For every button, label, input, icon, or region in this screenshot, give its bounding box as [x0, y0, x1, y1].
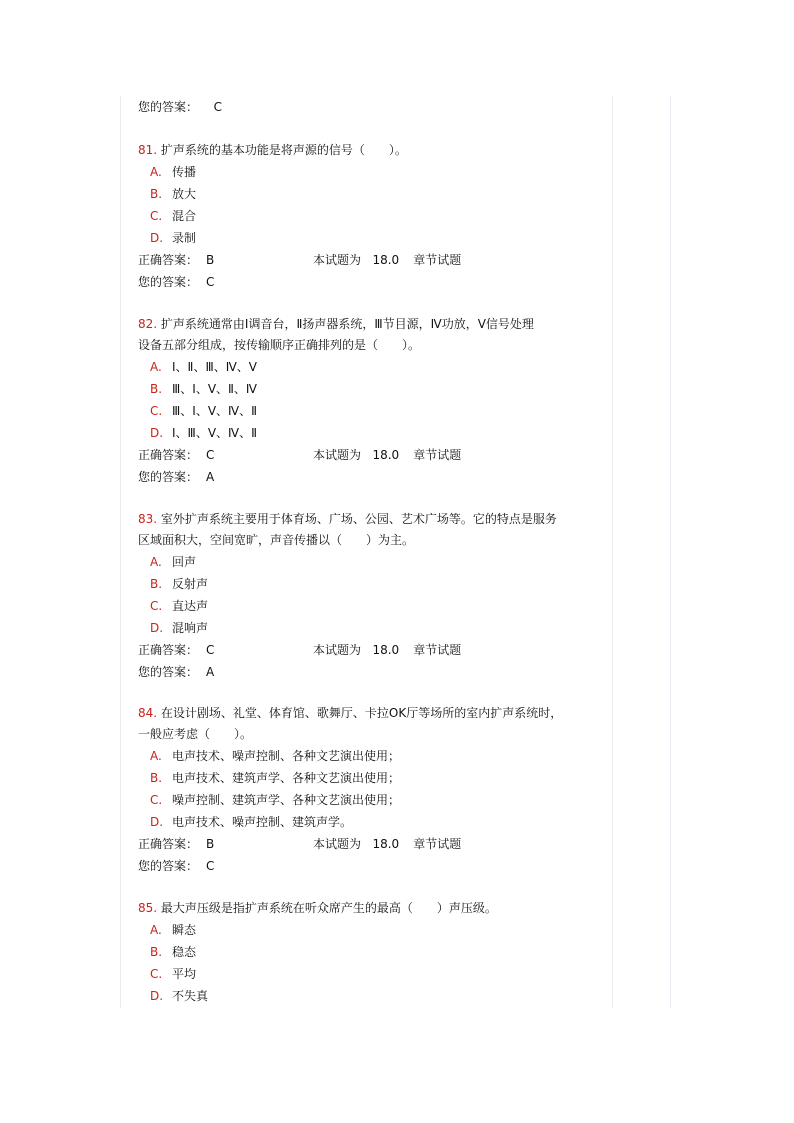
option-letter: B. [150, 945, 163, 959]
option-letter: C. [150, 404, 163, 418]
previous-your-answer [138, 97, 222, 117]
option-text: 混合 [172, 209, 197, 223]
option-text: 录制 [172, 231, 197, 245]
score-info [313, 639, 461, 661]
option-letter: A. [150, 555, 162, 569]
option-letter: A. [150, 360, 162, 374]
option-letter: A. [150, 165, 162, 179]
option-text: 电声技术、建筑声学、各种文艺演出使用； [172, 771, 401, 785]
option-letter: D. [150, 989, 164, 1003]
option-letter: B. [150, 577, 163, 591]
question-number: 84. [138, 706, 158, 720]
your-answer-row [138, 661, 608, 683]
option-letter: D. [150, 621, 164, 635]
your-answer-label: 您的答案： [138, 470, 199, 484]
option-text: 电声技术、噪声控制、各种文艺演出使用； [172, 749, 401, 763]
option-letter: C. [150, 793, 163, 807]
question-text [138, 314, 608, 335]
score-label: 本试题为 [313, 643, 362, 657]
question-text [138, 140, 608, 161]
question-line: 室外扩声系统主要用于体育场、广场、公园、艺术广场等。它的特点是服务 [160, 512, 557, 526]
option-c [138, 963, 608, 985]
your-answer-value: A [206, 665, 215, 679]
option-b [138, 183, 608, 205]
question-number: 83. [138, 512, 158, 526]
correct-answer-row [138, 249, 608, 271]
question-82 [138, 314, 608, 488]
option-a [138, 745, 608, 767]
correct-answer-value: C [206, 643, 215, 657]
question-text [138, 898, 608, 919]
option-letter: B. [150, 187, 163, 201]
option-letter: D. [150, 231, 164, 245]
your-answer-value: C [206, 275, 215, 289]
question-line: 在设计剧场、礼堂、体育馆、歌舞厅、卡拉OK厅等场所的室内扩声系统时， [160, 706, 563, 720]
option-d [138, 227, 608, 249]
option-c [138, 595, 608, 617]
your-answer-row [138, 271, 608, 293]
option-text: 不失真 [172, 989, 209, 1003]
option-d [138, 617, 608, 639]
option-d [138, 985, 608, 1007]
option-text: Ⅰ、Ⅱ、Ⅲ、Ⅳ、Ⅴ [172, 360, 258, 374]
correct-answer-value: C [206, 448, 215, 462]
option-text: 噪声控制、建筑声学、各种文艺演出使用； [172, 793, 401, 807]
option-text: 放大 [172, 187, 197, 201]
score-info [313, 249, 461, 271]
correct-answer-value: B [206, 253, 215, 267]
option-text: 瞬态 [172, 923, 197, 937]
chapter-label: 章节试题 [413, 253, 462, 267]
score-info [313, 833, 461, 855]
correct-answer-row [138, 833, 608, 855]
your-answer-row [138, 466, 608, 488]
option-text: 电声技术、噪声控制、建筑声学。 [172, 815, 353, 829]
option-b [138, 378, 608, 400]
score-value: 18.0 [372, 643, 400, 657]
correct-answer-label: 正确答案： [138, 253, 199, 267]
option-letter: C. [150, 967, 163, 981]
your-answer-row [138, 855, 608, 877]
option-letter: A. [150, 923, 162, 937]
score-value: 18.0 [372, 837, 400, 851]
option-letter: A. [150, 749, 162, 763]
question-line: 最大声压级是指扩声系统在听众席产生的最高（ ）声压级。 [160, 901, 497, 915]
option-text: 回声 [172, 555, 197, 569]
score-label: 本试题为 [313, 448, 362, 462]
option-text: 直达声 [172, 599, 209, 613]
option-d [138, 422, 608, 444]
option-letter: C. [150, 209, 163, 223]
option-text: 平均 [172, 967, 197, 981]
option-text: 稳态 [172, 945, 197, 959]
option-b [138, 767, 608, 789]
option-b [138, 941, 608, 963]
question-text [138, 509, 608, 530]
your-answer-value: A [206, 470, 215, 484]
correct-answer-value: B [206, 837, 215, 851]
option-letter: B. [150, 382, 163, 396]
correct-answer-label: 正确答案： [138, 643, 199, 657]
option-a [138, 161, 608, 183]
question-line: 扩声系统通常由Ⅰ调音台，Ⅱ扬声器系统，Ⅲ节目源，Ⅳ功放，Ⅴ信号处理 [160, 317, 534, 331]
frame-left-border [120, 96, 121, 1008]
option-text: Ⅰ、Ⅲ、Ⅴ、Ⅳ、Ⅱ [172, 426, 258, 440]
your-answer-label: 您的答案： [138, 665, 199, 679]
question-text-continued: 一般应考虑（ ）。 [138, 727, 253, 741]
option-letter: B. [150, 771, 163, 785]
option-a [138, 551, 608, 573]
question-85 [138, 898, 608, 1007]
your-answer-value: C [206, 859, 215, 873]
score-value: 18.0 [372, 448, 400, 462]
chapter-label: 章节试题 [413, 448, 462, 462]
question-83 [138, 509, 608, 683]
question-line: 扩声系统的基本功能是将声源的信号（ ）。 [160, 143, 407, 157]
option-c [138, 789, 608, 811]
option-text: Ⅲ、Ⅰ、Ⅴ、Ⅱ、Ⅳ [172, 382, 258, 396]
score-info [313, 444, 461, 466]
your-answer-label: 您的答案： [138, 100, 199, 114]
chapter-label: 章节试题 [413, 837, 462, 851]
option-b [138, 573, 608, 595]
chapter-label: 章节试题 [413, 643, 462, 657]
option-a [138, 919, 608, 941]
correct-answer-label: 正确答案： [138, 837, 199, 851]
score-label: 本试题为 [313, 837, 362, 851]
question-number: 85. [138, 901, 158, 915]
your-answer-value: C [213, 100, 223, 114]
correct-answer-label: 正确答案： [138, 448, 199, 462]
option-c [138, 400, 608, 422]
option-c [138, 205, 608, 227]
option-text: Ⅲ、Ⅰ、Ⅴ、Ⅳ、Ⅱ [172, 404, 258, 418]
option-text: 传播 [172, 165, 197, 179]
question-number: 82. [138, 317, 158, 331]
question-number: 81. [138, 143, 158, 157]
your-answer-label: 您的答案： [138, 275, 199, 289]
question-84 [138, 703, 608, 877]
option-letter: D. [150, 815, 164, 829]
correct-answer-row [138, 639, 608, 661]
question-81 [138, 140, 608, 293]
option-letter: C. [150, 599, 163, 613]
frame-inner-right-border [612, 96, 613, 1008]
score-label: 本试题为 [313, 253, 362, 267]
option-d [138, 811, 608, 833]
option-text: 反射声 [172, 577, 209, 591]
score-value: 18.0 [372, 253, 400, 267]
option-text: 混响声 [172, 621, 209, 635]
question-text [138, 703, 608, 724]
question-text-continued: 设备五部分组成，按传输顺序正确排列的是（ ）。 [138, 338, 421, 352]
frame-outer-right-border [670, 96, 671, 1008]
correct-answer-row [138, 444, 608, 466]
option-a [138, 356, 608, 378]
option-letter: D. [150, 426, 164, 440]
your-answer-label: 您的答案： [138, 859, 199, 873]
question-text-continued: 区域面积大，空间宽旷，声音传播以（ ）为主。 [138, 533, 415, 547]
